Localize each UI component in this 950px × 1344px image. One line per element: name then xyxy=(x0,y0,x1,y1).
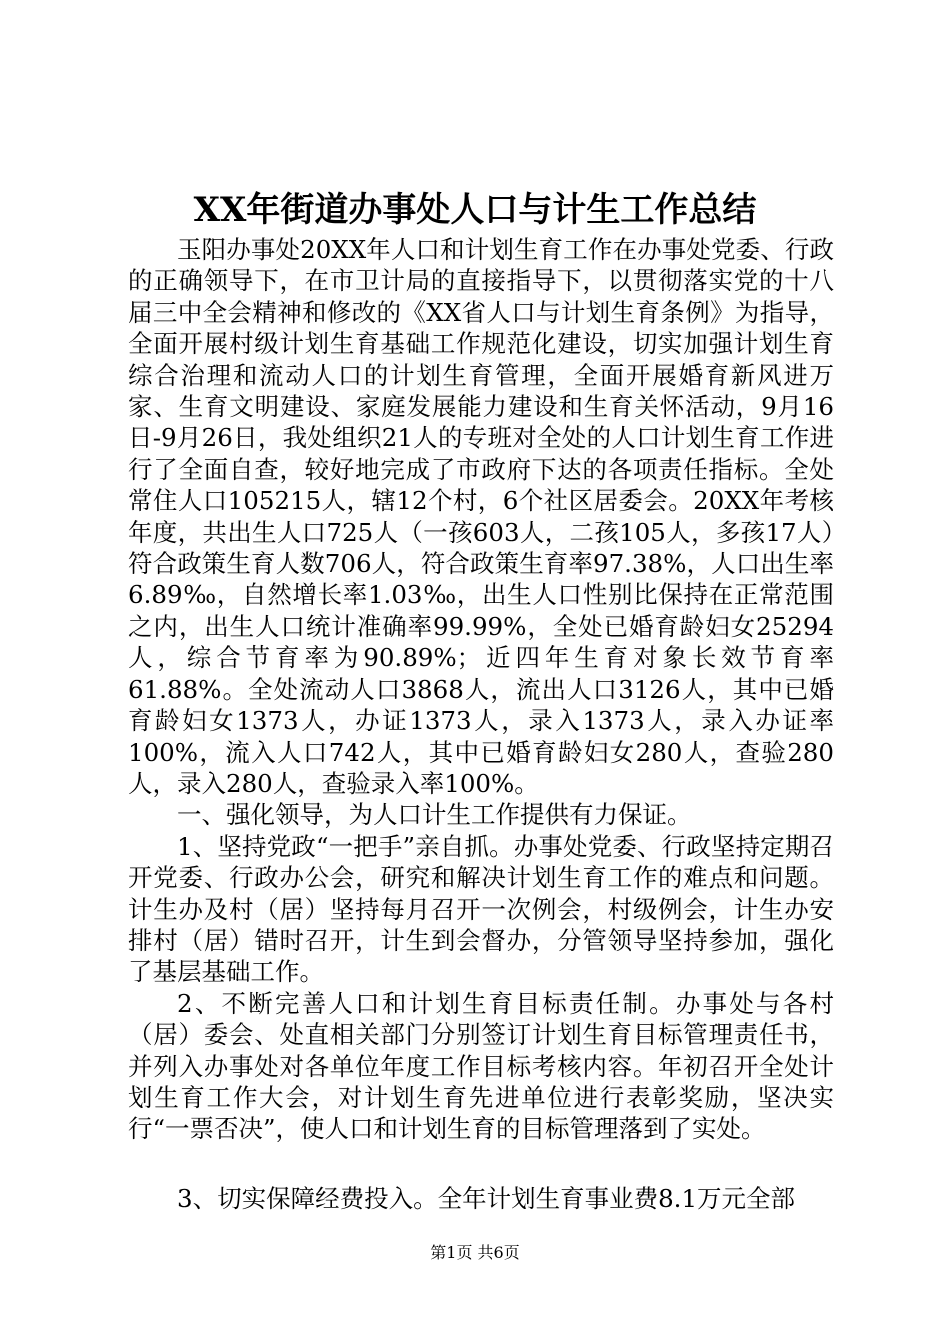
page-title: XX年街道办事处人口与计生工作总结 xyxy=(193,190,757,230)
paragraph-summary: 玉阳办事处20XX年人口和计划生育工作在办事处党委、行政的正确领导下，在市卫计局的直接指导下，以贯彻落实党的十八届三中全会精神和修改的《XX省人口与计划生育条例》为指导，全面开展村级计划生育基础工作规范化建设，切实加强计划生育综合治理和流动人口的计划生育管理，全面开展婚育新风进万家、生育文明建设、家庭发展能力建设和生育关怀活动，9月16日-9月26日，我处组织21人的专班对全处的人口计划生育工作进行了全面自查，较好地完成了市政府下达的各项责任指标。全处常住人口105215人，辖12个村，6个社区居委会。20XX年考核年度，共出生人口725人（一孩603人，二孩105人，多孩17人）符合政策生育人数706人，符合政策生育率97.38%，人口出生率6.89‰，自然增长率1.03‰，出生人口性别比保持在正常范围之内，出生人口统计准确率99.99%，全处已婚育龄妇女25294人，综合节育率为90.89%；近四年生育对象长效节育率61.88%。全处流动人口3868人，流出人口3126人，其中已婚育龄妇女1373人，办证1373人，录入1373人，录入办证率100%，流入人口742人，其中已婚育龄妇女280人，查验280人，录入280人，查验录入率100%。 xyxy=(128,235,834,798)
page-footer: 第1页 共6页 xyxy=(430,1243,520,1262)
paragraph-item-3: 3、切实保障经费投入。全年计划生育事业费8.1万元全部 xyxy=(177,1183,796,1213)
document-body xyxy=(128,234,834,1214)
paragraph-item-1: 1、坚持党政“一把手”亲自抓。办事处党委、行政坚持定期召开党委、行政办公会，研究和解决计划生育工作的难点和问题。计生办及村（居）坚持每月召开一次例会，村级例会，计生办安排村（居）错时召开，计生到会督办，分管领导坚持参加，强化了基层基础工作。 xyxy=(128,831,834,987)
paragraph-item-2: 2、不断完善人口和计划生育目标责任制。办事处与各村（居）委会、处直相关部门分别签订计划生育目标管理责任书，并列入办事处对各单位年度工作目标考核内容。年初召开全处计划生育工作大会，对计划生育先进单位进行表彰奖励，坚决实行“一票否决”，使人口和计划生育的目标管理落到了实处。 xyxy=(128,988,834,1144)
section-heading-1: 一、强化领导，为人口计生工作提供有力保证。 xyxy=(177,800,692,830)
